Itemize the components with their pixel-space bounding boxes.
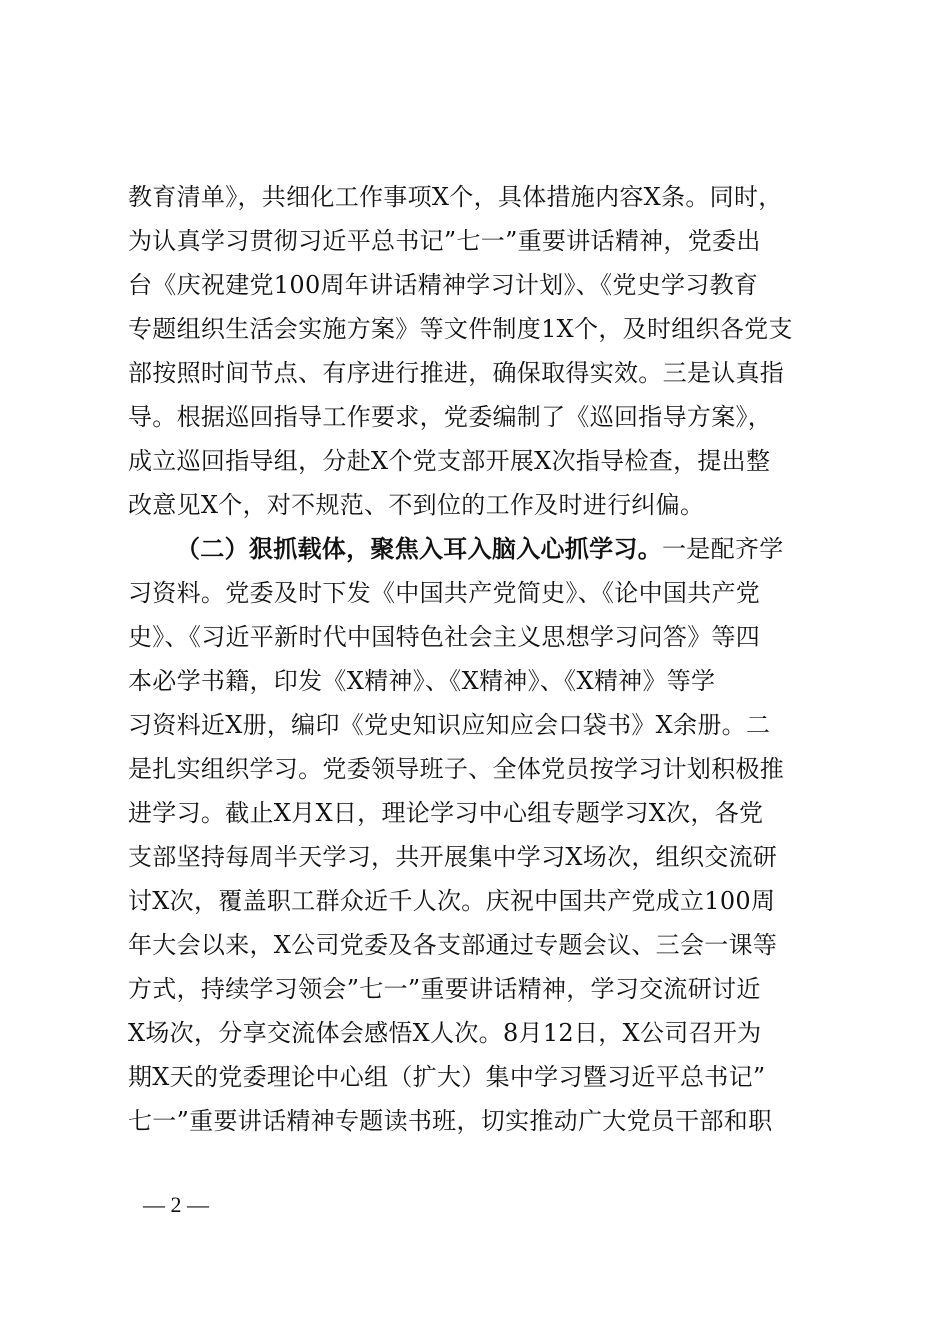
- text-line: 讨X次，覆盖职工群众近千人次。庆祝中国共产党成立100周: [128, 887, 776, 915]
- body-text: [128, 175, 828, 1143]
- text-line: 成立巡回指导组，分赴X个党支部开展X次指导检查，提出整: [128, 447, 771, 475]
- text-line: 教育清单》，共细化工作事项X个，具体措施内容X条。同时，: [128, 183, 783, 211]
- text-line: 台《庆祝建党100周年讲话精神学习计划》、《党史学习教育: [128, 271, 759, 299]
- text-line: 习资料近X册，编印《党史知识应知应会口袋书》X余册。二: [128, 711, 771, 739]
- text-line: 史》、《习近平新时代中国特色社会主义思想学习问答》等四: [128, 623, 761, 651]
- text-line: 部按照时间节点、有序进行推进，确保取得实效。三是认真指: [128, 359, 785, 387]
- text-line: 七一”重要讲话精神专题读书班，切实推动广大党员干部和职: [128, 1107, 773, 1135]
- text-line: 专题组织生活会实施方案》等文件制度1X个，及时组织各党支: [128, 315, 793, 343]
- text-line: 进学习。截止X月X日，理论学习中心组专题学习X次，各党: [128, 799, 764, 827]
- section-two-first-line-rest: 一是配齐学: [662, 535, 784, 563]
- text-line: 期X天的党委理论中心组（扩大）集中学习暨习近平总书记”: [128, 1063, 766, 1091]
- section-two-first-line: [128, 527, 828, 571]
- page-number: — 2 —: [143, 1192, 209, 1217]
- text-line: 年大会以来，X公司党委及各支部通过专题会议、三会一课等: [128, 931, 778, 959]
- section-two-heading: （二）狠抓载体，聚焦入耳入脑入心抓学习。: [176, 535, 662, 563]
- text-line: 为认真学习贯彻习近平总书记”七一”重要讲话精神，党委出: [128, 227, 761, 255]
- text-line: 习资料。党委及时下发《中国共产党简史》、《论中国共产党: [128, 579, 761, 607]
- text-line: 方式，持续学习领会”七一”重要讲话精神，学习交流研讨近: [128, 975, 761, 1003]
- text-line: 改意见X个，对不规范、不到位的工作及时进行纠偏。: [128, 491, 705, 519]
- text-line: X场次，分享交流体会感悟X人次。8月12日，X公司召开为: [128, 1019, 762, 1047]
- text-line: 支部坚持每周半天学习，共开展集中学习X场次，组织交流研: [128, 843, 778, 871]
- text-line: 导。根据巡回指导工作要求，党委编制了《巡回指导方案》，: [128, 403, 773, 431]
- text-line: 是扎实组织学习。党委领导班子、全体党员按学习计划积极推: [128, 755, 785, 783]
- text-line: 本必学书籍，印发《X精神》、《X精神》、《X精神》等学: [128, 667, 716, 695]
